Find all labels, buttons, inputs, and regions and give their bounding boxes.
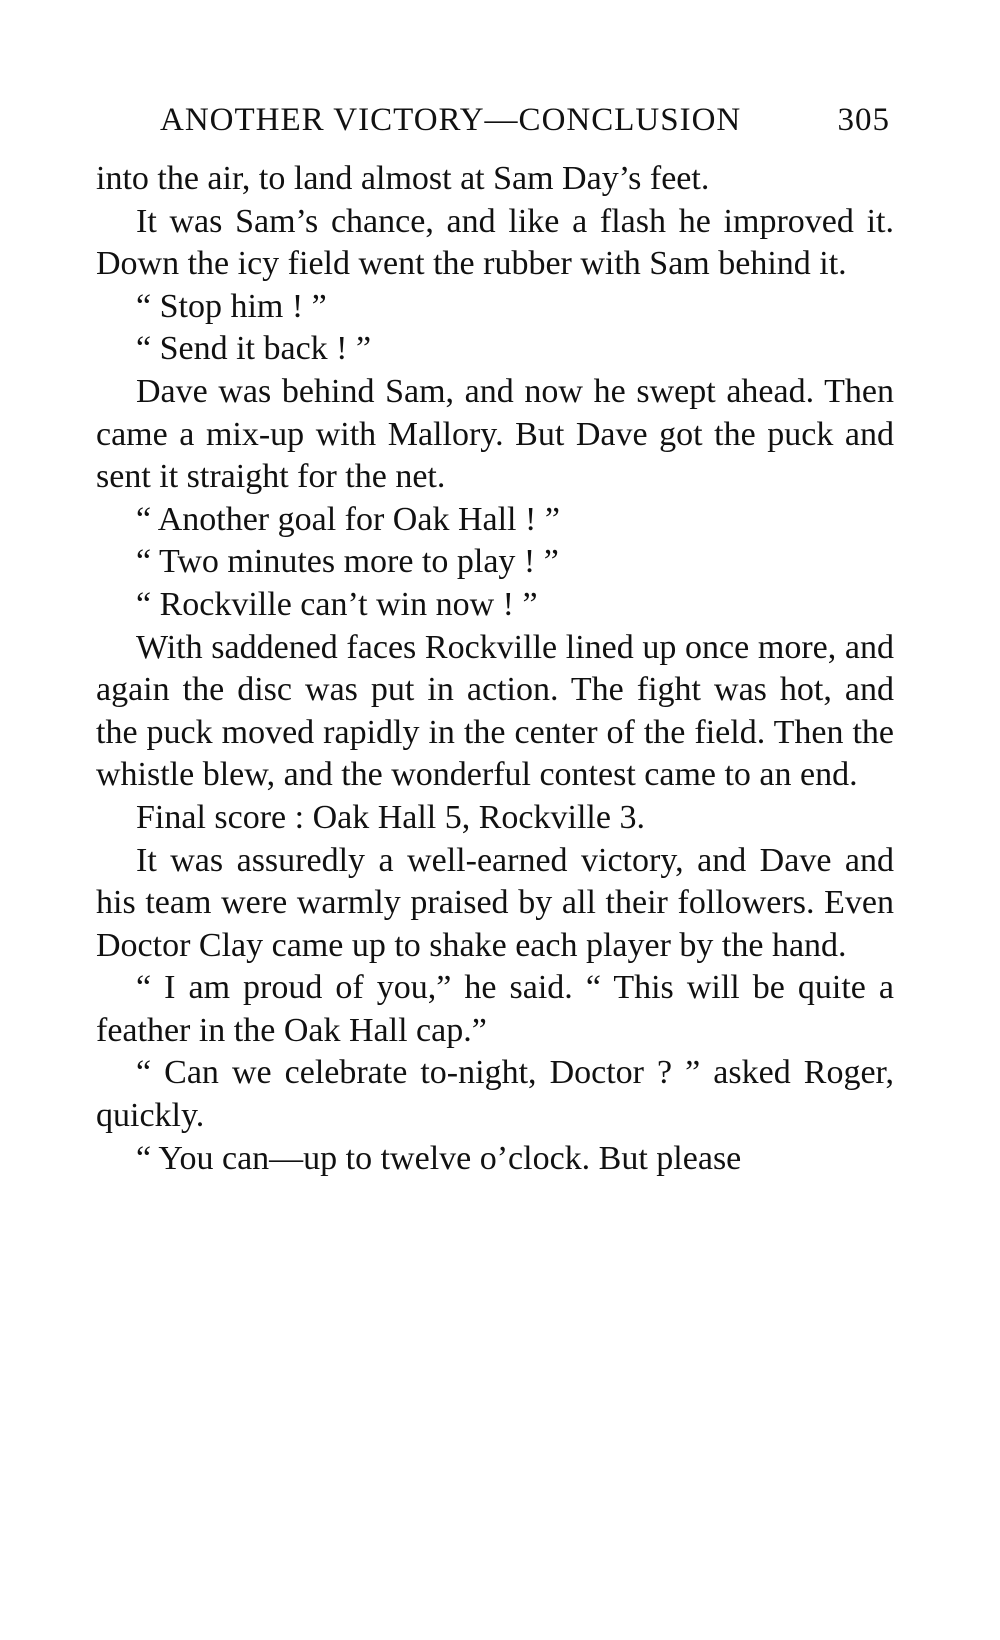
- paragraph: With saddened faces Rockville lined up once more, and again the disc was put in action. The fight was hot, and the puck moved rapidly in the center of the field. Then the whistle blew, and the wonderful contest came to an end.: [96, 628, 894, 794]
- paragraph: “ You can—up to twelve o’clock. But please: [136, 1139, 742, 1177]
- paragraph: “ Can we celebrate to-night, Doctor ? ” asked Roger, quickly.: [96, 1054, 894, 1135]
- paragraph: Dave was behind Sam, and now he swept ahead. Then came a mix-up with Mallory. But Dave got the puck and sent it straight for the net.: [96, 372, 894, 496]
- running-title: ANOTHER VICTORY—CONCLUSION: [160, 102, 742, 138]
- paragraph: “ I am proud of you,” he said. “ This will be quite a feather in the Oak Hall cap.”: [96, 969, 894, 1049]
- running-head: [160, 98, 890, 142]
- paragraph: into the air, to land almost at Sam Day’s feet.: [96, 160, 710, 197]
- paragraph: “ Send it back ! ”: [136, 330, 372, 368]
- paragraph: “ Another goal for Oak Hall ! ”: [136, 500, 560, 538]
- body-text: [96, 158, 894, 1180]
- paragraph: It was assuredly a well-earned victory, and Dave and his team were warmly praised by all their followers. Even Doctor Clay came up to shake each player by the hand.: [96, 841, 894, 964]
- page-number: 305: [837, 102, 890, 138]
- paragraph: “ Two minutes more to play ! ”: [136, 543, 559, 581]
- paragraph: Final score : Oak Hall 5, Rockville 3.: [136, 798, 645, 836]
- paragraph: It was Sam’s chance, and like a flash he improved it. Down the icy field went the rubber with Sam behind it.: [96, 202, 894, 283]
- paragraph: “ Stop him ! ”: [136, 287, 327, 325]
- paragraph: “ Rockville can’t win now ! ”: [136, 585, 538, 623]
